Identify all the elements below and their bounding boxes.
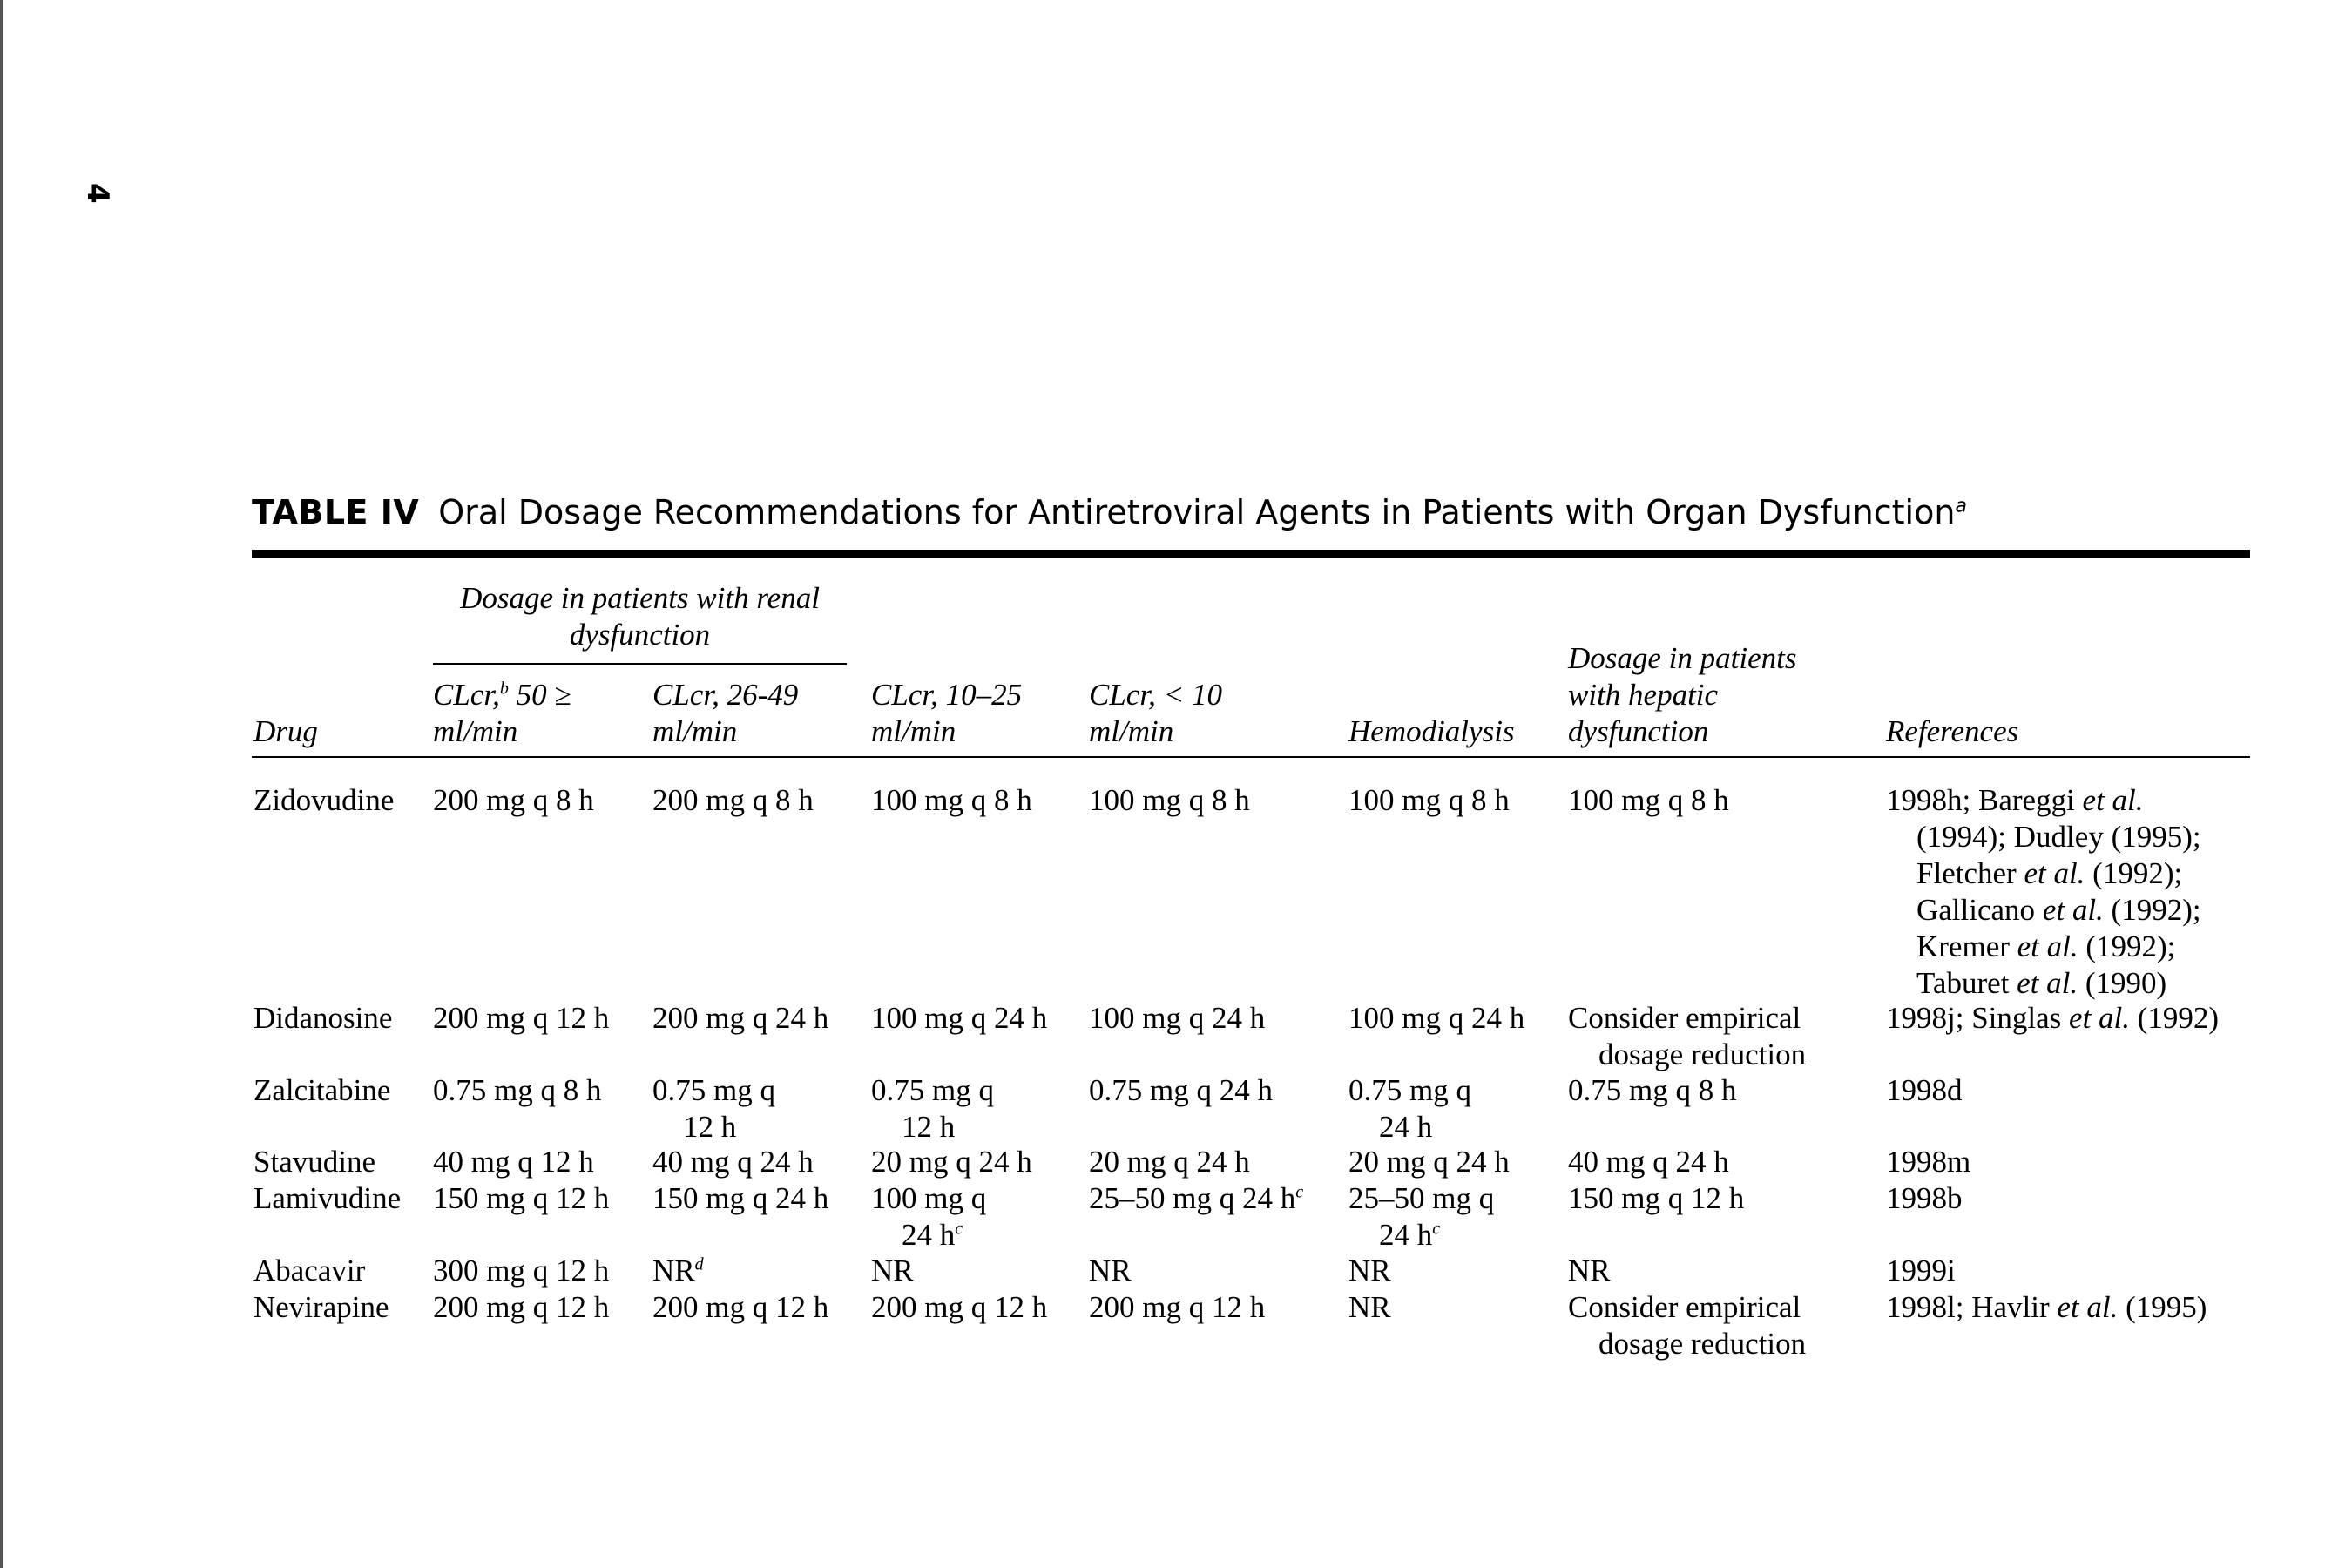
cell-clcr-under-10: 20 mg q 24 h xyxy=(1089,1145,1250,1179)
header-clcr-under-10: CLcr, < 10 ml/min xyxy=(1089,678,1222,748)
cell-references: 1998h; Bareggi et al. (1994); Dudley (1995); Fletcher et al. (1992); Gallicano et al. (1992); Kremer et al. (1992); Taburet et al. (1990) xyxy=(1886,783,2201,1000)
cell-drug: Didanosine xyxy=(253,1001,393,1035)
header-references: References xyxy=(1886,714,2019,748)
cell-drug: Stavudine xyxy=(253,1145,375,1179)
cell-clcr-under-10: 100 mg q 24 h xyxy=(1089,1001,1266,1035)
cell-references: 1998l; Havlir et al. (1995) xyxy=(1886,1290,2207,1324)
header-rule xyxy=(252,756,2250,758)
top-rule xyxy=(252,550,2250,558)
cell-clcr-26-49: 200 mg q 8 h xyxy=(652,783,814,817)
cell-drug: Zidovudine xyxy=(253,783,395,817)
cell-clcr-50: 0.75 mg q 8 h xyxy=(433,1073,602,1107)
cell-hepatic: 0.75 mg q 8 h xyxy=(1568,1073,1737,1107)
cell-hemodialysis: 0.75 mg q 24 h xyxy=(1348,1073,1471,1144)
header-hemodialysis: Hemodialysis xyxy=(1348,714,1515,748)
cell-clcr-10-25: 20 mg q 24 h xyxy=(871,1145,1032,1179)
cell-clcr-10-25: 100 mg q 8 h xyxy=(871,783,1032,817)
caption-footnote-mark: a xyxy=(1955,495,1967,517)
header-drug: Drug xyxy=(253,714,318,748)
cell-references: 1998b xyxy=(1886,1181,1963,1215)
cell-hemodialysis: 20 mg q 24 h xyxy=(1348,1145,1510,1179)
cell-clcr-26-49: $NR^d$ xyxy=(652,1254,704,1288)
cell-drug: Lamivudine xyxy=(253,1181,402,1215)
cell-clcr-50: 200 mg q 12 h xyxy=(433,1290,610,1324)
cell-clcr-10-25: NR xyxy=(871,1254,914,1288)
cell-clcr-10-25: 200 mg q 12 h xyxy=(871,1290,1048,1324)
cell-references: 1999i xyxy=(1886,1254,1956,1288)
cell-hemodialysis: 25–50 mg q 24 $h^c$ xyxy=(1348,1181,1495,1252)
cell-clcr-10-25: 100 mg q 24 h xyxy=(871,1001,1048,1035)
table-title: Oral Dosage Recommendations for Antiretroviral Agents in Patients with Organ Dysfunction xyxy=(438,493,1956,531)
cell-clcr-under-10: 0.75 mg q 24 h xyxy=(1089,1073,1273,1107)
cell-clcr-under-10: NR xyxy=(1089,1254,1132,1288)
cell-clcr-under-10: 25–50 mg q 24 $h^c$ xyxy=(1089,1181,1304,1215)
cell-clcr-26-49: 200 mg q 24 h xyxy=(652,1001,829,1035)
page-edge-rule xyxy=(0,0,3,1568)
header-hepatic: Dosage in patients with hepatic dysfunction xyxy=(1568,641,1797,748)
cell-clcr-26-49: 40 mg q 24 h xyxy=(652,1145,814,1179)
cell-clcr-under-10: 200 mg q 12 h xyxy=(1089,1290,1266,1324)
header-clcr-10-25: CLcr, 10–25 ml/min xyxy=(871,678,1023,748)
cell-hemodialysis: 100 mg q 8 h xyxy=(1348,783,1510,817)
header-clcr-50: CLcr,$^b$ 50 ≥ ml/min xyxy=(433,678,571,748)
cell-clcr-50: 200 mg q 12 h xyxy=(433,1001,610,1035)
cell-hepatic: Consider empirical dosage reduction xyxy=(1568,1290,1807,1361)
cell-clcr-26-49: 0.75 mg q 12 h xyxy=(652,1073,775,1144)
cell-clcr-26-49: 200 mg q 12 h xyxy=(652,1290,829,1324)
cell-clcr-under-10: 100 mg q 8 h xyxy=(1089,783,1250,817)
cell-clcr-50: 200 mg q 8 h xyxy=(433,783,594,817)
cell-hemodialysis: NR xyxy=(1348,1254,1391,1288)
cell-clcr-50: 40 mg q 12 h xyxy=(433,1145,594,1179)
page-number: 4 xyxy=(80,183,115,204)
cell-references: 1998d xyxy=(1886,1073,1963,1107)
cell-clcr-10-25: 0.75 mg q 12 h xyxy=(871,1073,994,1144)
cell-hepatic: Consider empirical dosage reduction xyxy=(1568,1001,1807,1071)
renal-spanner-header: Dosage in patients with renal dysfunction xyxy=(460,581,820,652)
cell-clcr-26-49: 150 mg q 24 h xyxy=(652,1181,829,1215)
cell-hemodialysis: NR xyxy=(1348,1290,1391,1324)
cell-clcr-50: 300 mg q 12 h xyxy=(433,1254,610,1288)
renal-spanner-rule xyxy=(433,663,847,665)
table-label: TABLE IV xyxy=(252,493,420,531)
cell-hepatic: NR xyxy=(1568,1254,1611,1288)
cell-hepatic: 100 mg q 8 h xyxy=(1568,783,1729,817)
cell-hepatic: 40 mg q 24 h xyxy=(1568,1145,1729,1179)
cell-references: 1998j; Singlas et al. (1992) xyxy=(1886,1001,2220,1035)
cell-clcr-10-25: 100 mg q 24 $h^c$ xyxy=(871,1181,987,1252)
cell-references: 1998m xyxy=(1886,1145,1971,1179)
cell-clcr-50: 150 mg q 12 h xyxy=(433,1181,610,1215)
cell-drug: Nevirapine xyxy=(253,1290,389,1324)
table-caption xyxy=(252,493,1967,531)
header-clcr-26-49: CLcr, 26-49 ml/min xyxy=(652,678,799,748)
cell-drug: Abacavir xyxy=(253,1254,366,1288)
cell-hepatic: 150 mg q 12 h xyxy=(1568,1181,1745,1215)
cell-hemodialysis: 100 mg q 24 h xyxy=(1348,1001,1525,1035)
cell-drug: Zalcitabine xyxy=(253,1073,391,1107)
